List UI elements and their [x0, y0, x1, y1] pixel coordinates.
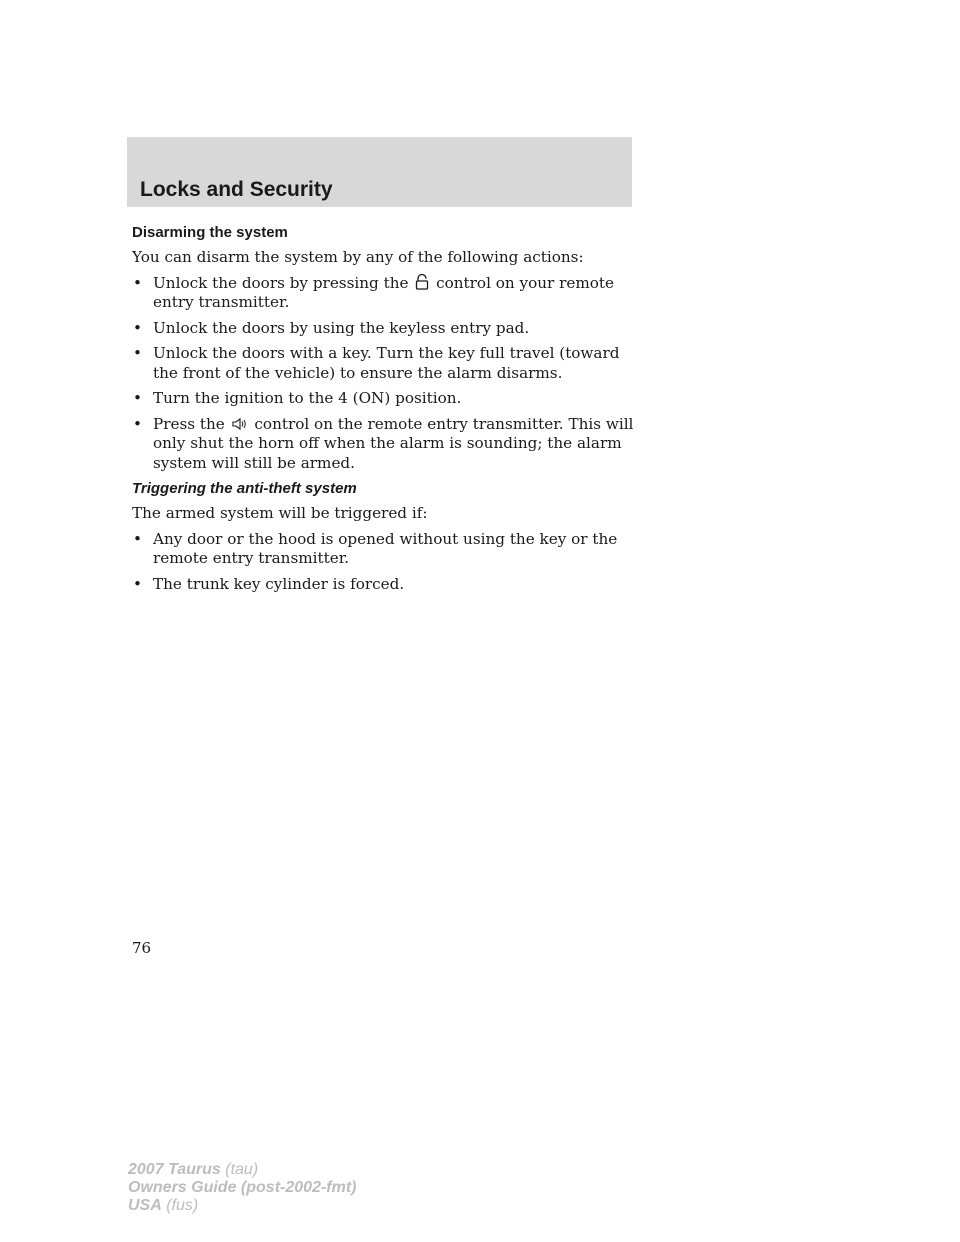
- list-item-text: Press the: [153, 414, 225, 433]
- section-heading-disarming: Disarming the system: [132, 224, 288, 241]
- list-item-text: control on your remote entry transmitter.: [153, 273, 614, 311]
- footer-guide: Owners Guide (post-2002-fmt): [128, 1179, 357, 1196]
- page-title: Locks and Security: [140, 178, 333, 201]
- list-item: • Turn the ignition to the 4 (ON) position.: [132, 389, 637, 409]
- unlock-icon: [415, 274, 429, 290]
- list-item: [132, 415, 637, 474]
- triggering-list: [132, 530, 637, 595]
- list-item: • The trunk key cylinder is forced.: [132, 575, 637, 595]
- list-item-text: Unlock the doors by pressing the: [153, 273, 409, 292]
- panic-horn-icon: [232, 417, 248, 431]
- disarming-intro: You can disarm the system by any of the following actions:: [132, 248, 584, 266]
- footer-model-code: (tau): [225, 1161, 259, 1178]
- content: [132, 223, 637, 600]
- disarming-list: [132, 274, 637, 474]
- list-item: • Unlock the doors with a key. Turn the key full travel (toward the front of the vehicle) to ensure the alarm disarms.: [132, 344, 637, 383]
- footer-market: USA: [128, 1197, 162, 1214]
- footer: [128, 1161, 356, 1215]
- list-item-text: control on the remote entry transmitter. This will only shut the horn off when the alarm is sounding; the alarm system will still be armed.: [153, 414, 634, 472]
- footer-model: 2007 Taurus: [128, 1161, 221, 1178]
- list-item: • Unlock the doors by using the keyless entry pad.: [132, 319, 637, 339]
- list-item: [132, 274, 637, 313]
- triggering-intro: The armed system will be triggered if:: [132, 504, 428, 522]
- page-number: 76: [132, 939, 152, 957]
- footer-market-code: (fus): [166, 1197, 199, 1214]
- list-item: • Any door or the hood is opened without using the key or the remote entry transmitter.: [132, 530, 637, 569]
- section-heading-triggering: Triggering the anti-theft system: [132, 480, 357, 497]
